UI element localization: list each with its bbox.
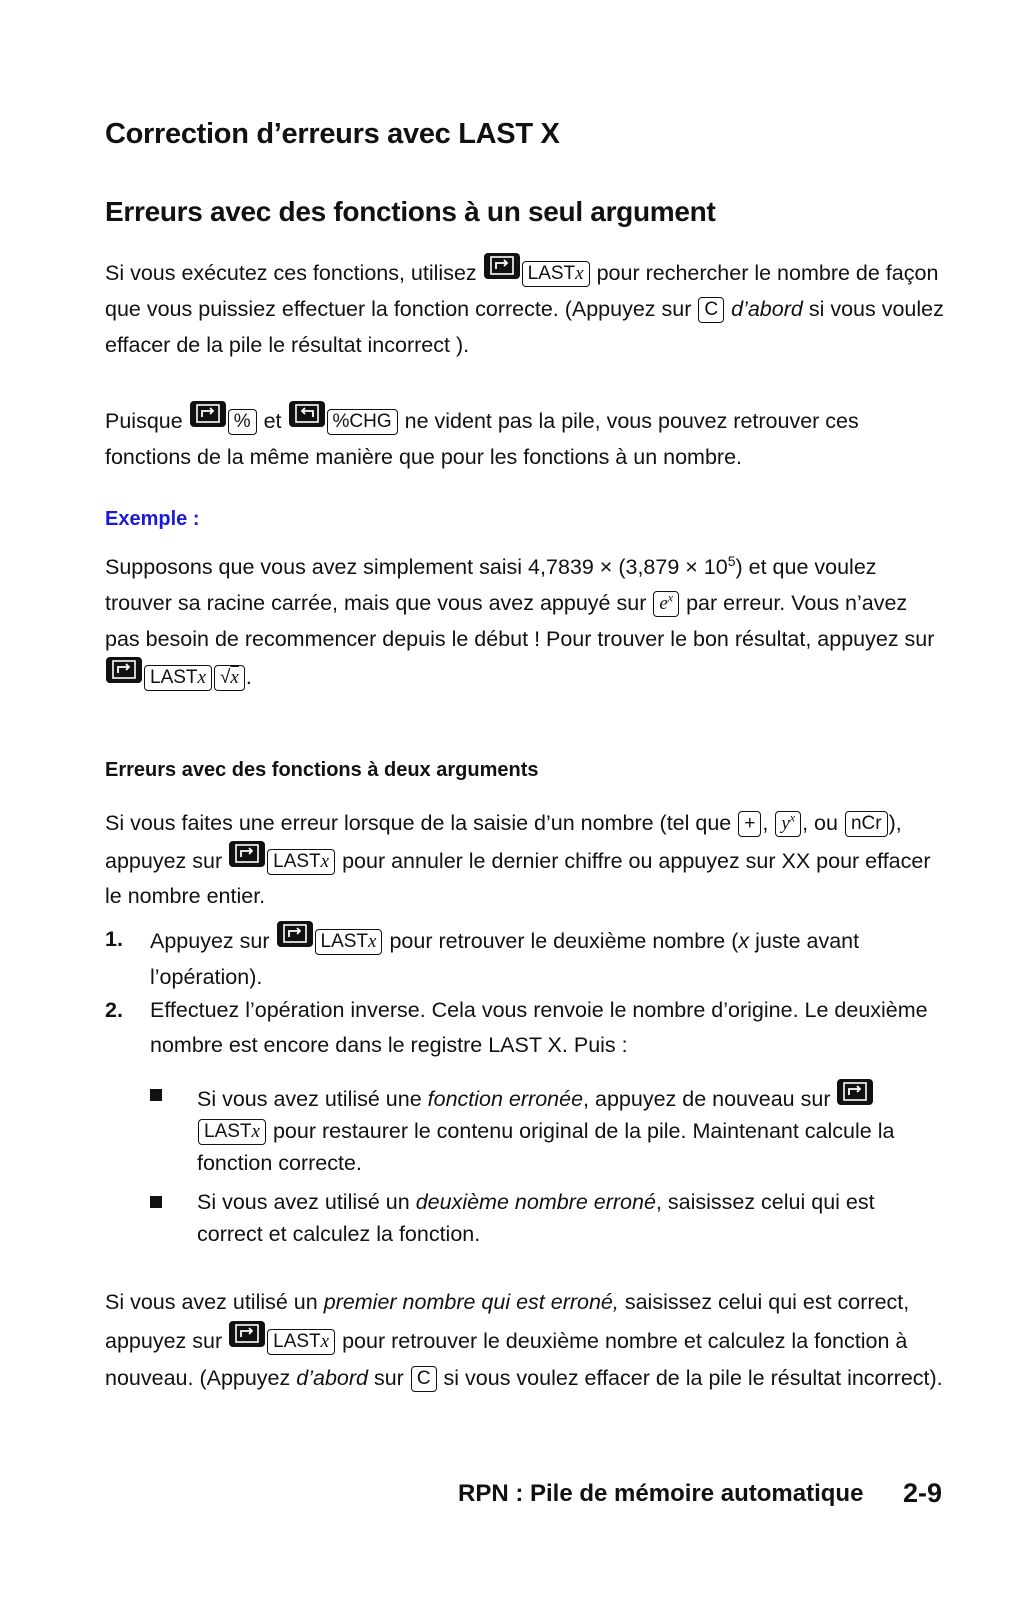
text: ne vident pas la pile, vous pouvez retrouver ces fonctions de la même manière que pour les fonctions à un nombre. <box>105 409 859 469</box>
text: . <box>245 665 252 689</box>
bullet-item <box>150 1186 910 1250</box>
last-x-key: LASTx <box>267 849 335 875</box>
text: pour rechercher le nombre de façon que vous puissiez effectuer la fonction correcte. (Appuyez sur <box>105 261 939 321</box>
section-heading-two-arguments: Erreurs avec des fonctions à deux arguments <box>105 759 539 781</box>
text: et <box>263 409 282 433</box>
clear-key: C <box>411 1366 437 1392</box>
paragraph-single-argument <box>105 253 945 363</box>
text: ) et que voulez trouver sa racine carrée, mais que vous avez appuyé sur <box>105 555 877 615</box>
right-shift-key <box>484 253 520 279</box>
paragraph-first-number-error <box>105 1284 945 1397</box>
last-x-key: LASTx <box>198 1119 266 1145</box>
paragraph-percent-functions <box>105 401 945 475</box>
last-x-key: LASTx <box>267 1329 335 1355</box>
right-shift-key <box>277 921 313 947</box>
step-number: 1. <box>105 927 123 951</box>
text: si vous voulez effacer de la pile le résultat incorrect ). <box>105 297 944 357</box>
text-italic: premier nombre qui est erroné, <box>323 1290 619 1314</box>
paragraph-example <box>105 549 945 695</box>
y-to-x-key: $y^x$ <box>775 811 801 837</box>
text: , <box>762 811 769 835</box>
text: pour annuler le dernier chiffre ou appuyez sur XX pour effacer le nombre entier. <box>105 849 931 908</box>
page-title: Correction d’erreurs avec LAST X <box>105 118 560 150</box>
text: si vous voulez effacer de la pile le résultat incorrect). <box>443 1366 943 1390</box>
last-x-key: LASTx <box>144 665 212 691</box>
last-x-key: LASTx <box>522 261 590 287</box>
text: par erreur. Vous n’avez pas besoin de recommencer depuis le début ! Pour trouver le bon résultat, appuyez sur <box>105 591 935 651</box>
step-text: Effectuez l’opération inverse. Cela vous renvoie le nombre d’origine. Le deuxième nombre est encore dans le registre LAST X. Puis : <box>150 998 928 1057</box>
right-shift-key <box>190 401 226 427</box>
text: , ou <box>802 811 838 835</box>
right-shift-key <box>106 657 142 683</box>
text: pour retrouver le deuxième nombre et calculez la fonction à nouveau. (Appuyez <box>105 1329 908 1390</box>
step-text: Appuyez sur LASTx pour retrouver le deuxième nombre (x juste avant l’opération). <box>150 921 945 995</box>
text: saisissez celui qui est correct, appuyez sur <box>105 1290 910 1353</box>
right-shift-key <box>229 841 265 867</box>
text: Si vous exécutez ces fonctions, utilisez <box>105 261 477 285</box>
bullet-text: Si vous avez utilisé un deuxième nombre erroné, saisissez celui qui est correct et calculez la fonction. <box>197 1190 875 1246</box>
section-heading-single-argument: Erreurs avec des fonctions à un seul argument <box>105 196 716 227</box>
square-root-key: √x <box>214 665 245 691</box>
exponent: 5 <box>727 552 736 569</box>
text: sur <box>367 1366 404 1390</box>
example-label: Exemple : <box>105 508 200 530</box>
footer-title: RPN : Pile de mémoire automatique <box>458 1480 864 1507</box>
text: Puisque <box>105 409 183 433</box>
square-bullet-icon <box>150 1196 162 1208</box>
text: Si vous avez utilisé un <box>105 1290 324 1314</box>
square-bullet-icon <box>150 1089 162 1101</box>
e-to-x-key: $e^x$ <box>653 591 679 617</box>
right-shift-key <box>229 1321 265 1347</box>
text-italic: d’abord <box>731 297 803 321</box>
text-italic: d’abord <box>296 1366 368 1390</box>
clear-key: C <box>698 297 724 323</box>
percent-key: % <box>228 409 257 435</box>
text: Si vous faites une erreur lorsque de la saisie d’un nombre (tel que <box>105 811 732 835</box>
text: ), appuyez sur <box>105 811 902 873</box>
left-shift-key <box>289 401 325 427</box>
text: Supposons que vous avez simplement saisi 4,7839 × (3,879 × 10 <box>105 555 728 579</box>
numbered-step <box>105 993 945 1063</box>
ncr-key: nCr <box>845 811 888 837</box>
numbered-step <box>105 921 945 995</box>
step-number: 2. <box>105 998 123 1022</box>
paragraph-two-arguments <box>105 806 945 914</box>
page-number: 2-9 <box>903 1478 943 1508</box>
bullet-text: Si vous avez utilisé une fonction erronée, appuyez de nouveau sur LASTx pour restaurer le contenu original de la pile. Maintenant calcule la fonction correcte. <box>197 1079 910 1179</box>
percent-change-key: %CHG <box>327 409 398 435</box>
last-x-key: LASTx <box>315 929 383 955</box>
right-shift-key <box>837 1079 873 1105</box>
bullet-item <box>150 1079 910 1179</box>
plus-key: + <box>738 811 761 837</box>
